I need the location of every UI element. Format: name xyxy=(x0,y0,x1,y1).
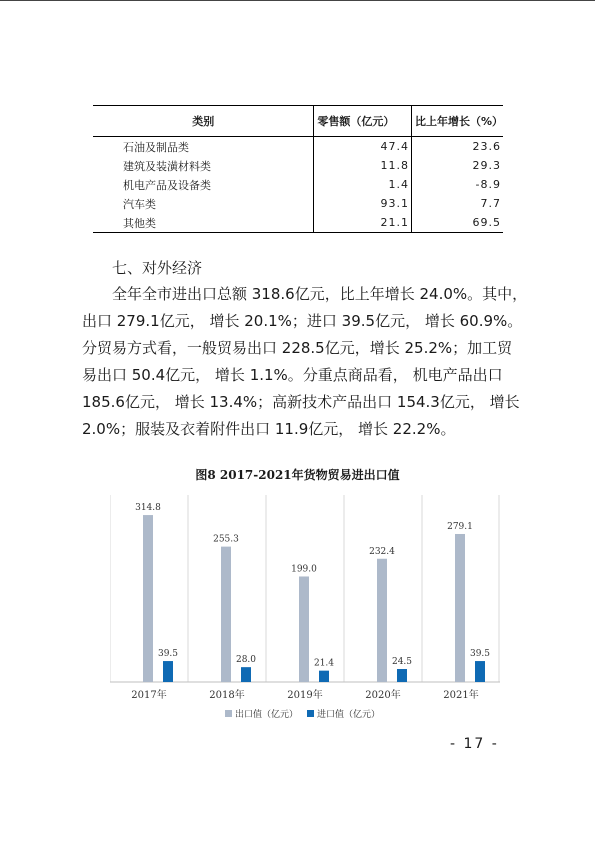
paragraph-line: 全年全市进出口总额 318.6亿元，比上年增长 24.0%。其中， xyxy=(112,285,528,303)
export-data-label: 314.8 xyxy=(135,503,161,514)
legend-swatch-export xyxy=(225,710,232,717)
legend-swatch-import xyxy=(307,710,314,717)
paragraph-line: 出口 279.1亿元， 增长 20.1%；进口 39.5亿元， 增长 60.9%。 xyxy=(82,312,523,330)
table-row xyxy=(93,156,503,175)
legend-label-export: 出口值（亿元） xyxy=(235,710,299,720)
import-bar xyxy=(319,671,329,682)
import-data-label: 39.5 xyxy=(157,649,179,660)
row-growth: 69.5 xyxy=(411,213,503,233)
page-number: - 17 - xyxy=(450,736,499,752)
paragraph-line: 2.0%；服装及衣着附件出口 11.9亿元， 增长 22.2%。 xyxy=(82,420,456,438)
x-tick-label: 2020年 xyxy=(365,690,401,701)
import-bar xyxy=(163,661,173,682)
import-data-label: 39.5 xyxy=(469,649,491,660)
export-bar xyxy=(299,576,309,682)
table-header-row xyxy=(93,106,503,137)
import-data-label: 24.5 xyxy=(391,657,413,668)
import-data-label: 28.0 xyxy=(235,655,257,666)
row-growth: 23.6 xyxy=(411,137,503,157)
export-bar xyxy=(377,559,387,682)
header-category: 类别 xyxy=(93,106,314,137)
x-tick-label: 2018年 xyxy=(209,690,245,701)
paragraph-line: 185.6亿元， 增长 13.4%；高新技术产品出口 154.3亿元， 增长 xyxy=(82,393,520,411)
row-category: 汽车类 xyxy=(123,197,156,211)
export-data-label: 279.1 xyxy=(447,521,473,532)
table-row xyxy=(93,194,503,213)
chart-title: 图8 2017-2021年货物贸易进出口值 xyxy=(195,468,400,482)
row-category: 建筑及装潢材料类 xyxy=(123,159,211,173)
row-category: 石油及制品类 xyxy=(123,140,189,154)
row-category: 其他类 xyxy=(93,213,314,233)
import-bar xyxy=(241,667,251,682)
import-bar xyxy=(397,669,407,682)
paragraph-line: 易出口 50.4亿元， 增长 1.1%。分重点商品看， 机电产品出口 xyxy=(82,366,503,384)
x-tick-label: 2019年 xyxy=(287,690,323,701)
row-category: 机电产品及设备类 xyxy=(123,178,211,192)
trade-bar-chart xyxy=(110,495,500,730)
row-sales: 11.8 xyxy=(314,156,412,175)
row-growth: 7.7 xyxy=(411,194,503,213)
row-sales: 1.4 xyxy=(314,175,412,194)
table-row xyxy=(93,137,503,157)
row-sales: 93.1 xyxy=(314,194,412,213)
foreign-trade-paragraph xyxy=(82,281,528,443)
header-sales: 零售额（亿元） xyxy=(314,106,412,137)
table-row xyxy=(93,175,503,194)
legend-label-import: 进口值（亿元） xyxy=(317,710,381,720)
import-bar xyxy=(475,661,485,682)
export-data-label: 255.3 xyxy=(213,534,239,545)
x-tick-label: 2017年 xyxy=(131,690,167,701)
export-data-label: 199.0 xyxy=(291,564,317,575)
import-data-label: 21.4 xyxy=(313,658,335,669)
export-bar xyxy=(143,515,153,682)
table-row xyxy=(93,213,503,233)
section-heading: 七、对外经济 xyxy=(112,259,203,277)
row-sales: 47.4 xyxy=(314,137,412,157)
export-bar xyxy=(455,534,465,682)
export-data-label: 232.4 xyxy=(369,546,395,557)
x-tick-label: 2021年 xyxy=(443,690,479,701)
top-border-line xyxy=(0,0,595,1)
row-growth: -8.9 xyxy=(411,175,503,194)
paragraph-line: 分贸易方式看，一般贸易出口 228.5亿元，增长 25.2%；加工贸 xyxy=(82,339,513,357)
row-sales: 21.1 xyxy=(314,213,412,233)
header-growth: 比上年增长（%） xyxy=(411,106,503,137)
retail-sales-table xyxy=(93,105,503,233)
export-bar xyxy=(221,547,231,682)
row-growth: 29.3 xyxy=(411,156,503,175)
